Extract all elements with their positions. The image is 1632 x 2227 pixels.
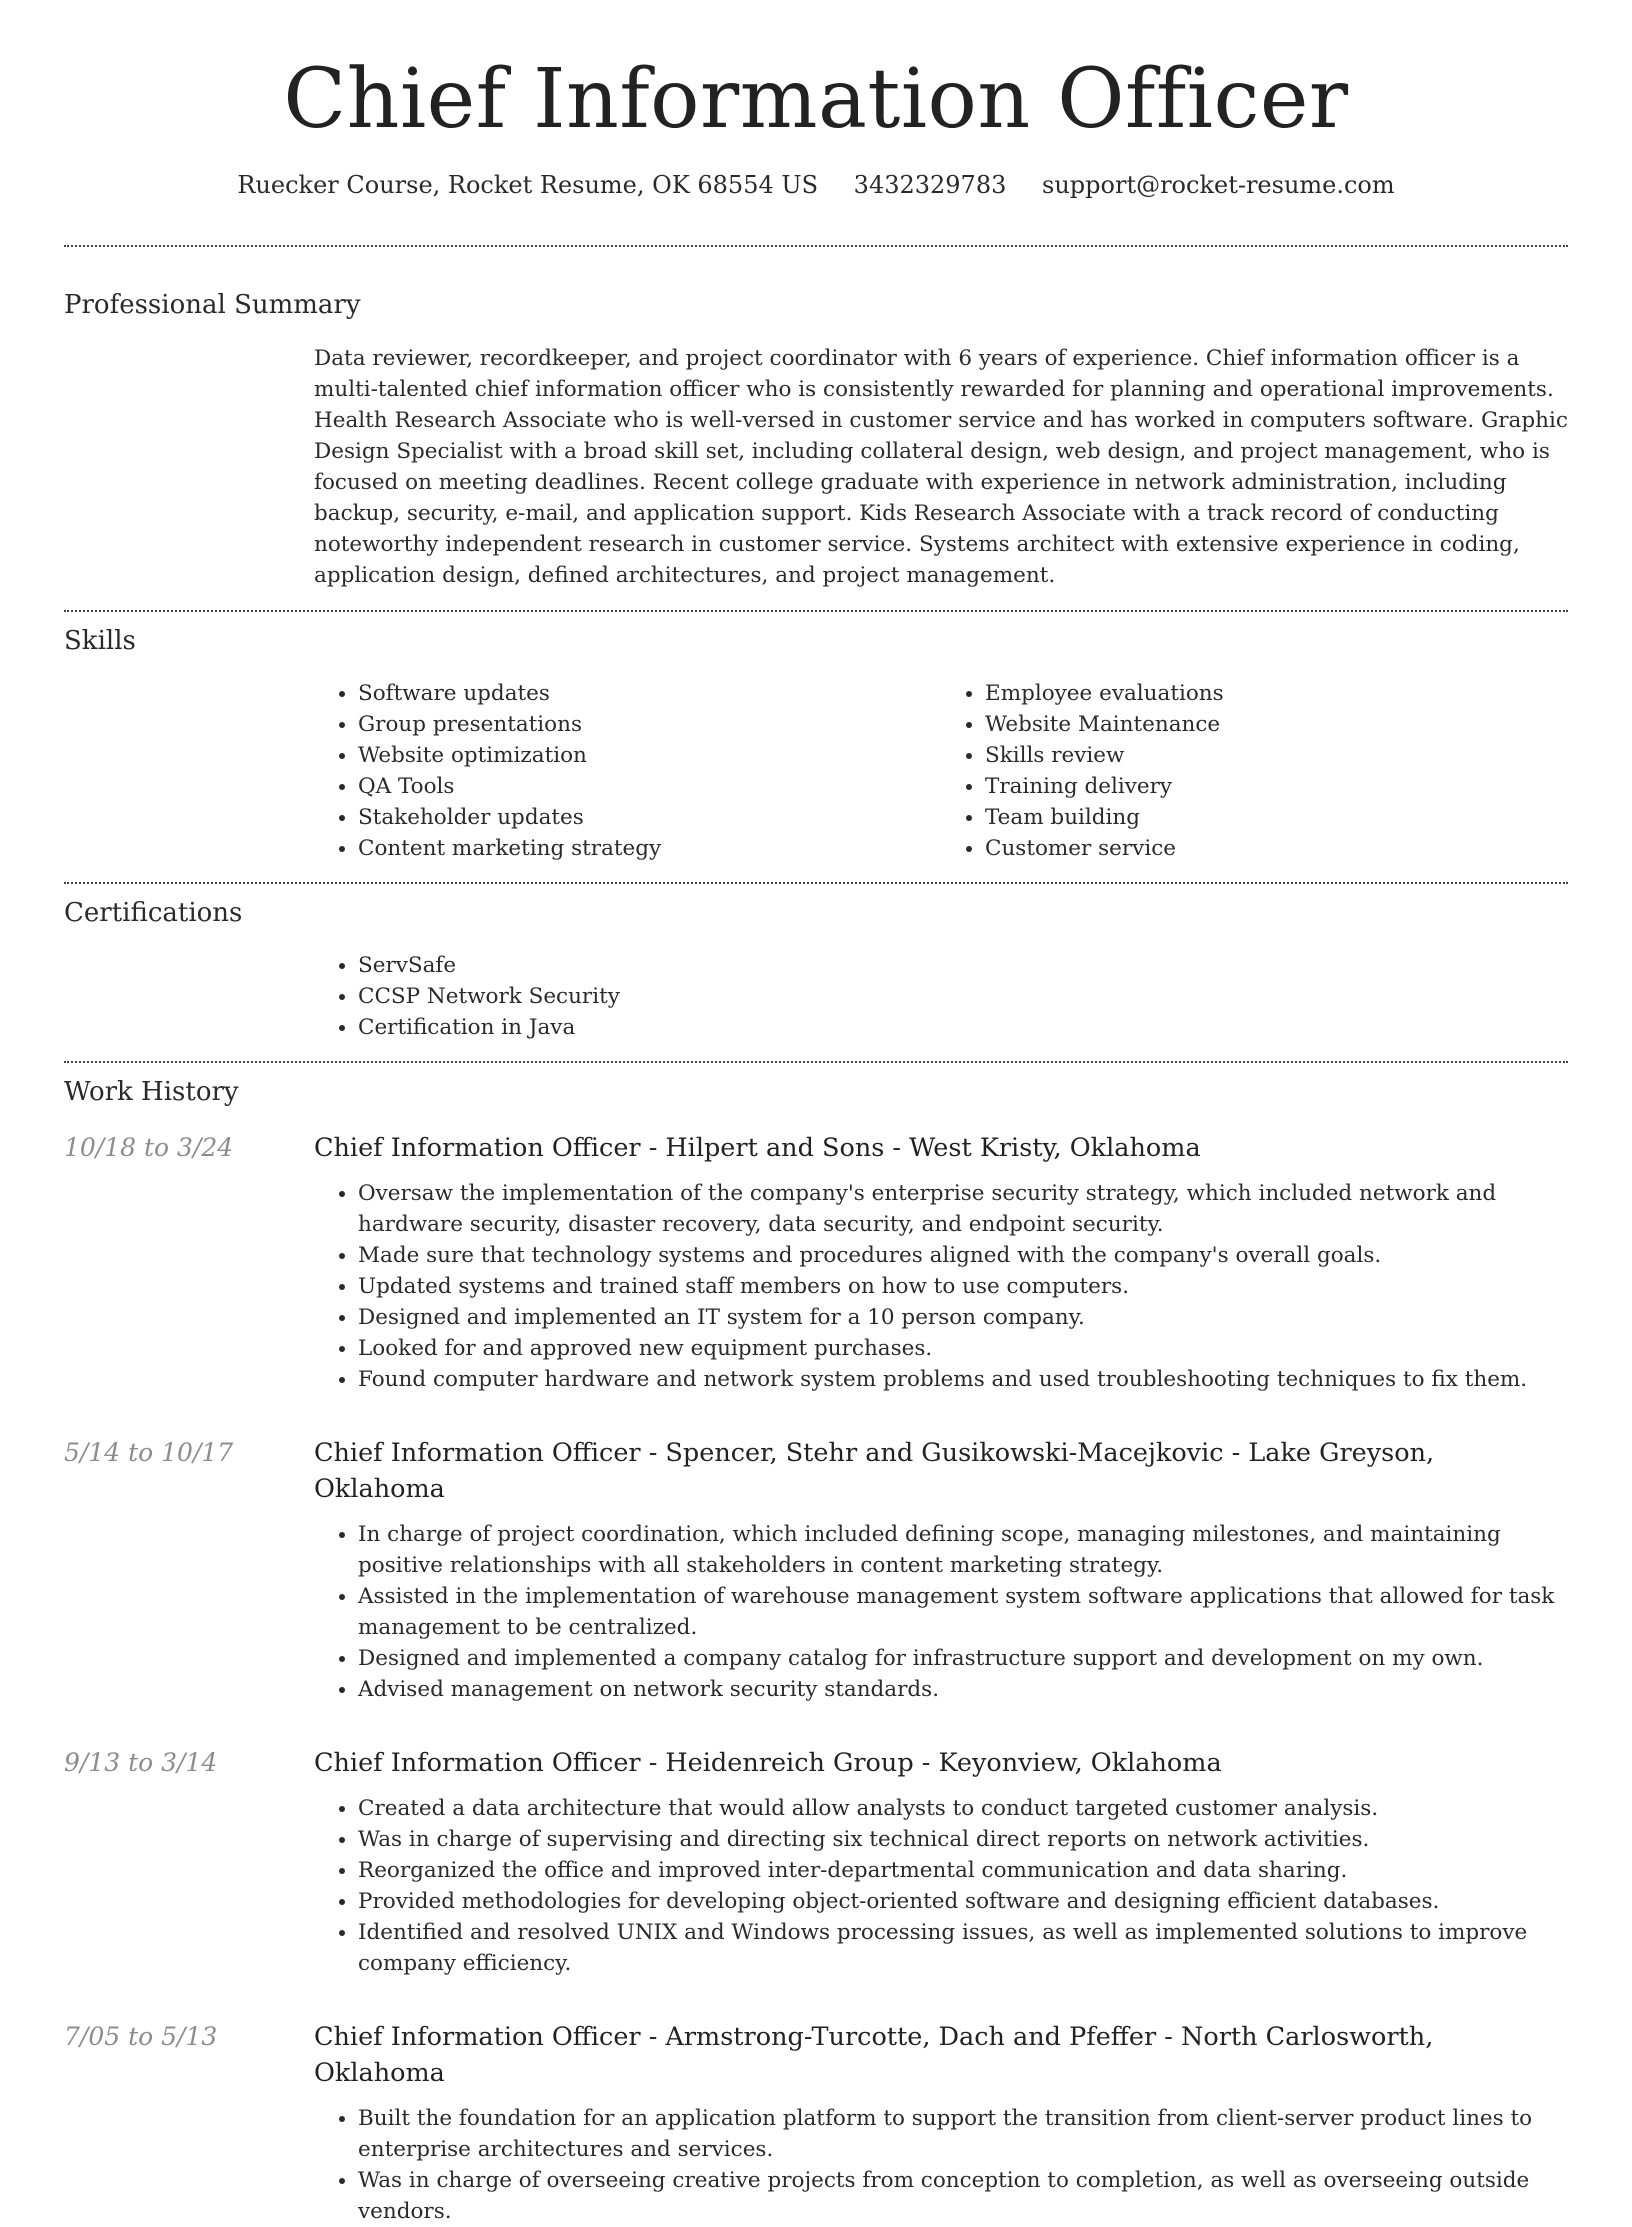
skill-item: • Group presentations (358, 709, 941, 740)
job-bullet: • In charge of project coordination, which included defining scope, managing milestones, and maintaining positive relationships with all stakeholders in content marketing strategy. (358, 1519, 1568, 1581)
job-bullet: • Was in charge of overseeing creative projects from conception to completion, as well as overseeing outside vendors. (358, 2165, 1568, 2227)
skill-item: • Software updates (358, 678, 941, 709)
skills-column-left (314, 678, 941, 864)
job-bullet: • Was in charge of supervising and directing six technical direct reports on network activities. (358, 1824, 1568, 1855)
work-history-heading: Work History (64, 1077, 239, 1107)
job-content (314, 1130, 1568, 1395)
job-content (314, 2019, 1568, 2227)
skill-item: • Training delivery (985, 771, 1568, 802)
skills-column-right (941, 678, 1568, 864)
job-bullet: • Reorganized the office and improved inter-departmental communication and data sharing. (358, 1855, 1568, 1886)
certifications-list (314, 950, 1568, 1043)
skill-item: • Website Maintenance (985, 709, 1568, 740)
job-bullet: • Provided methodologies for developing object-oriented software and designing efficient databases. (358, 1886, 1568, 1917)
skills-section (64, 612, 1568, 864)
skill-item: • Skills review (985, 740, 1568, 771)
summary-section (64, 247, 1568, 591)
certifications-heading: Certifications (64, 898, 243, 928)
job-entry (64, 1435, 1568, 1705)
resume-name: Chief Information Officer (283, 52, 1349, 147)
job-title: Chief Information Officer - Heidenreich Group - Keyonview, Oklahoma (314, 1748, 1222, 1778)
work-history-section (64, 1063, 1568, 2227)
skill-item: • Employee evaluations (985, 678, 1568, 709)
skill-item: • Team building (985, 802, 1568, 833)
summary-heading: Professional Summary (64, 290, 361, 320)
skill-item: • Customer service (985, 833, 1568, 864)
certification-item: • CCSP Network Security (358, 981, 1568, 1012)
job-bullet: • Updated systems and trained staff members on how to use computers. (358, 1271, 1568, 1302)
job-bullets (314, 1519, 1568, 1705)
job-bullets (314, 1793, 1568, 1979)
skill-item: • QA Tools (358, 771, 941, 802)
job-dates: 9/13 to 3/14 (64, 1748, 218, 1777)
contact-line (64, 168, 1568, 202)
summary-text: Data reviewer, recordkeeper, and project coordinator with 6 years of experience. Chief information officer is a multi-talented chief information officer who is consistently rewarded for planning and operational improvements. Health Research Associate who is well-versed in customer service and has worked in computers software. Graphic Design Specialist with a broad skill set, including collateral design, web design, and project management, who is focused on meeting deadlines. Recent college graduate with experience in network administration, including backup, security, e-mail, and application support. Kids Research Associate with a track record of conducting noteworthy independent research in customer service. Systems architect with extensive experience in coding, application design, defined architectures, and project management. (314, 346, 1568, 588)
job-bullet: • Designed and implemented an IT system for a 10 person company. (358, 1302, 1568, 1333)
contact-email: support@rocket-resume.com (1042, 171, 1395, 199)
job-bullet: • Designed and implemented a company catalog for infrastructure support and development on my own. (358, 1643, 1568, 1674)
job-bullet: • Found computer hardware and network system problems and used troubleshooting techniques to fix them. (358, 1364, 1568, 1395)
job-entry (64, 1745, 1568, 1979)
job-content (314, 1435, 1568, 1705)
skill-item: • Website optimization (358, 740, 941, 771)
job-bullet: • Made sure that technology systems and procedures aligned with the company's overall goals. (358, 1240, 1568, 1271)
job-bullet: • Built the foundation for an application platform to support the transition from client-server product lines to enterprise architectures and services. (358, 2103, 1568, 2165)
job-bullet: • Assisted in the implementation of warehouse management system software applications that allowed for task management to be centralized. (358, 1581, 1568, 1643)
job-bullet: • Advised management on network security standards. (358, 1674, 1568, 1705)
certification-item: • ServSafe (358, 950, 1568, 981)
job-title: Chief Information Officer - Hilpert and Sons - West Kristy, Oklahoma (314, 1133, 1201, 1163)
skills-heading: Skills (64, 626, 136, 656)
job-bullets (314, 1178, 1568, 1395)
skills-list (314, 678, 1568, 864)
job-bullet: • Looked for and approved new equipment purchases. (358, 1333, 1568, 1364)
contact-phone: 3432329783 (853, 171, 1007, 199)
job-content (314, 1745, 1568, 1979)
job-bullet: • Oversaw the implementation of the company's enterprise security strategy, which included network and hardware security, disaster recovery, data security, and endpoint security. (358, 1178, 1568, 1240)
skill-item: • Stakeholder updates (358, 802, 941, 833)
job-entry (64, 2019, 1568, 2227)
job-dates: 7/05 to 5/13 (64, 2022, 218, 2051)
job-title: Chief Information Officer - Spencer, Stehr and Gusikowski-Macejkovic - Lake Greyson, Oklahoma (314, 1438, 1435, 1504)
job-bullets (314, 2103, 1568, 2227)
job-title: Chief Information Officer - Armstrong-Turcotte, Dach and Pfeffer - North Carlosworth, Oklahoma (314, 2022, 1434, 2088)
job-bullet: • Created a data architecture that would allow analysts to conduct targeted customer analysis. (358, 1793, 1568, 1824)
skill-item: • Content marketing strategy (358, 833, 941, 864)
contact-address: Ruecker Course, Rocket Resume, OK 68554 US (237, 171, 819, 199)
work-history-list (64, 1130, 1568, 2227)
job-dates: 5/14 to 10/17 (64, 1438, 234, 1467)
job-entry (64, 1130, 1568, 1395)
certifications-section (64, 884, 1568, 1043)
job-dates: 10/18 to 3/24 (64, 1133, 234, 1162)
job-bullet: • Identified and resolved UNIX and Windows processing issues, as well as implemented solutions to improve company efficiency. (358, 1917, 1568, 1979)
certification-item: • Certification in Java (358, 1012, 1568, 1043)
